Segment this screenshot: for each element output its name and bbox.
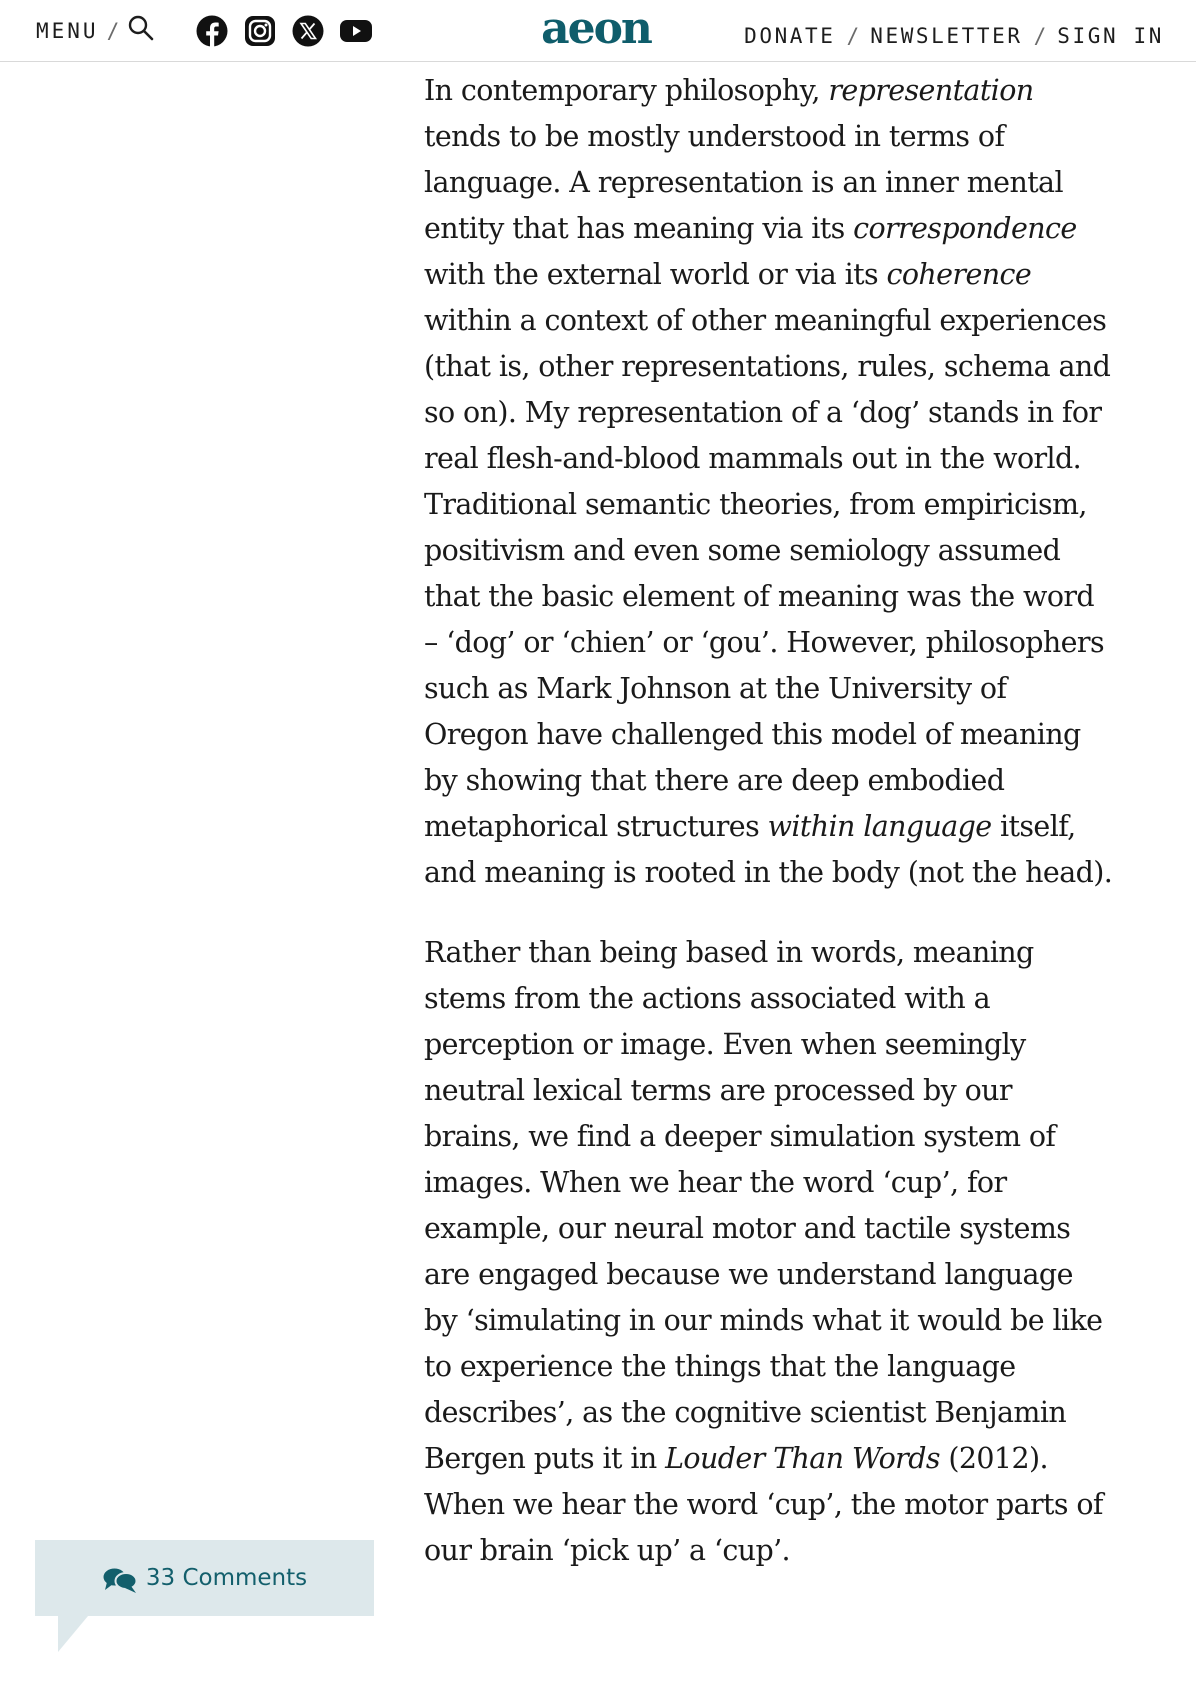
facebook-icon[interactable] (195, 14, 229, 48)
header-nav (744, 16, 1164, 56)
text-run: In contemporary philosophy, (424, 74, 829, 107)
x-twitter-icon[interactable] (291, 14, 325, 48)
italic-phrase: correspondence (853, 212, 1077, 245)
article-paragraph (424, 930, 1114, 1574)
article-body (424, 68, 1114, 1608)
menu-button[interactable]: MENU (36, 19, 99, 43)
comments-button[interactable] (35, 1540, 374, 1616)
comments-count-label: 33 Comments (145, 1565, 308, 1591)
search-icon[interactable] (127, 14, 155, 42)
italic-phrase: within language (767, 810, 992, 843)
text-run: itself, and meaning is rooted in the body (not the head). (424, 810, 1113, 889)
donate-link[interactable]: DONATE (744, 24, 836, 48)
italic-phrase: representation (828, 74, 1034, 107)
italic-phrase: coherence (886, 258, 1032, 291)
text-run: tends to be mostly understood in terms of language. A representation is an inner mental entity that has meaning via its (424, 120, 1063, 245)
italic-phrase: Louder Than Words (665, 1442, 940, 1475)
text-run: Rather than being based in words, meaning stems from the actions associated with a perception or image. Even when seemingly neutral lexical terms are processed by our brains, we find a deeper simulation system of images. When we hear the word ‘cup’, for example, our neural motor and tactile systems are engaged because we understand language by ‘simulating in our minds what it would be like to experience the things that the language describes’, as the cognitive scientist Benjamin Bergen puts it in (424, 936, 1103, 1475)
article-paragraph (424, 68, 1114, 896)
comments-bubble-tail (58, 1616, 88, 1652)
nav-separator: / (1033, 24, 1047, 48)
sign-in-link[interactable]: SIGN IN (1057, 24, 1164, 48)
menu-separator: / (106, 19, 120, 43)
newsletter-link[interactable]: NEWSLETTER (870, 24, 1023, 48)
header-left-group (36, 10, 373, 52)
chat-bubbles-icon (102, 1566, 138, 1594)
social-links (195, 14, 373, 48)
text-run: (2012). When we hear the word ‘cup’, the motor parts of our brain ‘pick up’ a ‘cup’. (424, 1442, 1103, 1567)
text-run: with the external world or via its (424, 258, 887, 291)
instagram-icon[interactable] (243, 14, 277, 48)
text-run: within a context of other meaningful experiences (that is, other representations, rules, schema and so on). My representation of a ‘dog’ stands in for real flesh-and-blood mammals out in the world. Traditional semantic theories, from empiricism, positivism and even some semiology assumed that the basic element of meaning was the word – ‘dog’ or ‘chien’ or ‘gou’. However, philosophers such as Mark Johnson at the University of Oregon have challenged this model of meaning by showing that there are deep embodied metaphorical structures (424, 304, 1111, 843)
youtube-icon[interactable] (339, 14, 373, 48)
aeon-logo[interactable]: aeon (541, 3, 651, 54)
nav-separator: / (846, 24, 860, 48)
site-header (0, 0, 1196, 62)
